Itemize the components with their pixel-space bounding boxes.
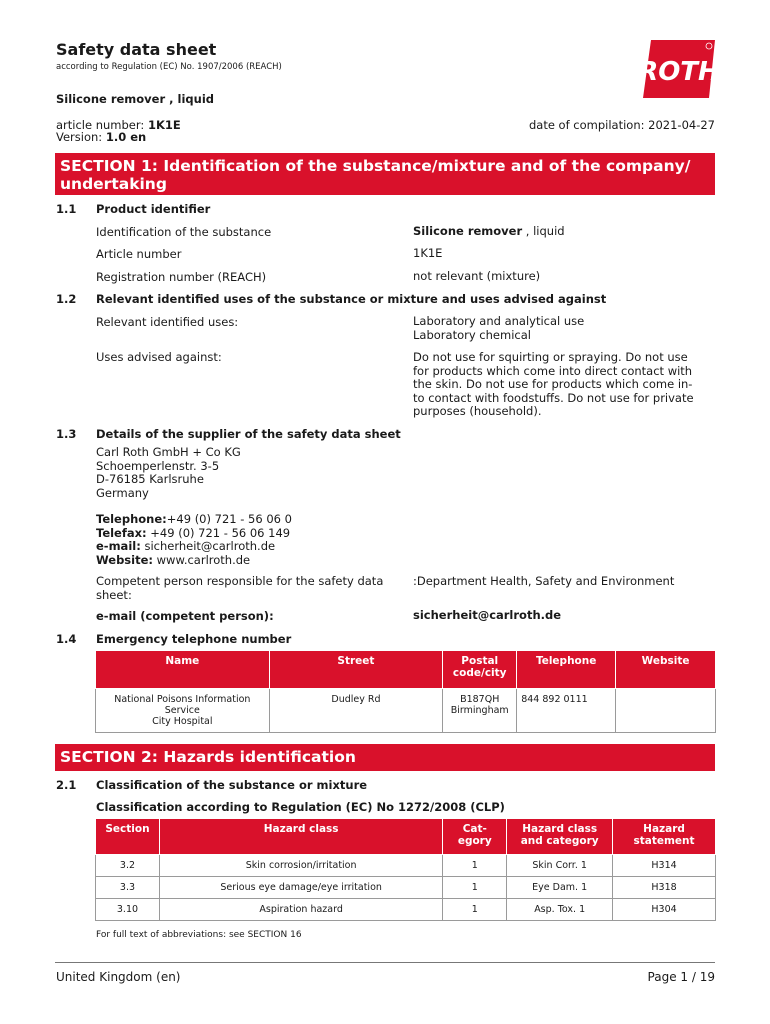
email-line: e-mail: sicherheit@carlroth.de [96, 539, 276, 553]
roth-logo [638, 40, 720, 98]
clp-subheading: Classification according to Regulation (EC) No 1272/2008 (CLP) [96, 800, 505, 814]
column-header: Postal code/city [443, 651, 517, 689]
section-1-4-number: 1.4 [56, 632, 77, 646]
compilation-date: date of compilation: 2021-04-27 [528, 118, 715, 132]
section-1-3-heading: Details of the supplier of the safety data sheet [96, 427, 401, 441]
identification-value: Silicone remover , liquid [413, 224, 565, 238]
column-header: Telephone [517, 651, 616, 689]
table-cell: B187QH Birmingham [443, 689, 517, 733]
table-cell: 844 892 0111 [517, 689, 616, 733]
article-number-label: Article number [96, 247, 182, 261]
article-number-value: 1K1E [413, 246, 443, 260]
section-2-title: SECTION 2: Hazards identification [55, 744, 715, 771]
table-cell: H314 [613, 855, 716, 877]
document-subtitle: according to Regulation (EC) No. 1907/2006 (REACH) [56, 62, 282, 72]
footer-divider [55, 962, 715, 963]
logo-text: ROTH [638, 57, 720, 87]
product-name: Silicone remover , liquid [56, 92, 214, 106]
table-cell: 3.10 [96, 899, 160, 921]
section-1-1-number: 1.1 [56, 202, 77, 216]
section-2-1-number: 2.1 [56, 778, 77, 792]
table-cell: 1 [443, 855, 507, 877]
article-number: article number: 1K1E [56, 118, 181, 132]
section-1-3-number: 1.3 [56, 427, 77, 441]
uses-against-label: Uses advised against: [96, 350, 222, 364]
table-cell: H318 [613, 877, 716, 899]
column-header: Hazard statement [613, 819, 716, 855]
table-cell: National Poisons Information Service City Hospital [96, 689, 270, 733]
uses-against-value: Do not use for squirting or spraying. Do not use for products which come into direct contact with the skin. Do not use for products which come in- to contact with foodstuffs. Do not use for private purposes (household). [413, 350, 694, 418]
table-cell: 3.2 [96, 855, 160, 877]
telephone-line: Telephone:+49 (0) 721 - 56 06 0 [96, 512, 292, 526]
table-row [96, 689, 716, 733]
table-cell: Skin corrosion/irritation [159, 855, 442, 877]
table-row [96, 899, 716, 921]
column-header: Hazard class [159, 819, 442, 855]
registration-value: not relevant (mixture) [413, 269, 541, 283]
section-1-2-number: 1.2 [56, 292, 77, 306]
table-cell: H304 [613, 899, 716, 921]
footer-locale: United Kingdom (en) [56, 970, 181, 984]
section-2-1-heading: Classification of the substance or mixture [96, 778, 368, 792]
table-cell: 1 [443, 899, 507, 921]
table-cell: Skin Corr. 1 [507, 855, 613, 877]
column-header: Section [96, 819, 160, 855]
emergency-table [95, 650, 716, 733]
section-1-1-heading: Product identifier [96, 202, 211, 216]
identification-label: Identification of the substance [96, 225, 272, 239]
table-row [96, 855, 716, 877]
website-line: Website: www.carlroth.de [96, 552, 251, 567]
section-1-4-heading: Emergency telephone number [96, 632, 292, 646]
table-cell: Aspiration hazard [159, 899, 442, 921]
document-title: Safety data sheet [56, 40, 217, 59]
table-cell: Eye Dam. 1 [507, 877, 613, 899]
competent-email-label: e-mail (competent person): [96, 609, 274, 623]
hazard-table [95, 818, 716, 921]
abbreviation-footnote: For full text of abbreviations: see SECTION 16 [96, 930, 302, 940]
column-header: Cat-egory [443, 819, 507, 855]
identified-uses-value: Laboratory and analytical use Laboratory chemical [413, 314, 585, 342]
table-row [96, 877, 716, 899]
identified-uses-label: Relevant identified uses: [96, 315, 239, 329]
page-number: Page 1 / 19 [647, 970, 715, 984]
table-cell: 3.3 [96, 877, 160, 899]
section-1-2-heading: Relevant identified uses of the substance or mixture and uses advised against [96, 292, 607, 306]
column-header: Name [96, 651, 270, 689]
column-header: Street [269, 651, 443, 689]
table-cell: Dudley Rd [269, 689, 443, 733]
table-cell: Asp. Tox. 1 [507, 899, 613, 921]
table-cell: Serious eye damage/eye irritation [159, 877, 442, 899]
telefax-line: Telefax: +49 (0) 721 - 56 06 149 [96, 525, 291, 540]
registration-label: Registration number (REACH) [96, 270, 267, 284]
table-cell [616, 689, 716, 733]
table-cell: 1 [443, 877, 507, 899]
section-1-title: SECTION 1: Identification of the substance/mixture and of the company/ undertaking [55, 153, 715, 195]
supplier-address: Carl Roth GmbH + Co KG Schoemperlenstr. 3-5 D-76185 Karlsruhe Germany [96, 445, 241, 500]
version: Version: 1.0 en [56, 130, 147, 144]
column-header: Hazard class and category [507, 819, 613, 855]
supplier-contacts [96, 513, 292, 567]
competent-person-label: Competent person responsible for the safety data sheet: [96, 574, 384, 602]
competent-email-value: sicherheit@carlroth.de [413, 608, 562, 622]
competent-person-value: :Department Health, Safety and Environment [413, 574, 675, 588]
column-header: Website [616, 651, 716, 689]
